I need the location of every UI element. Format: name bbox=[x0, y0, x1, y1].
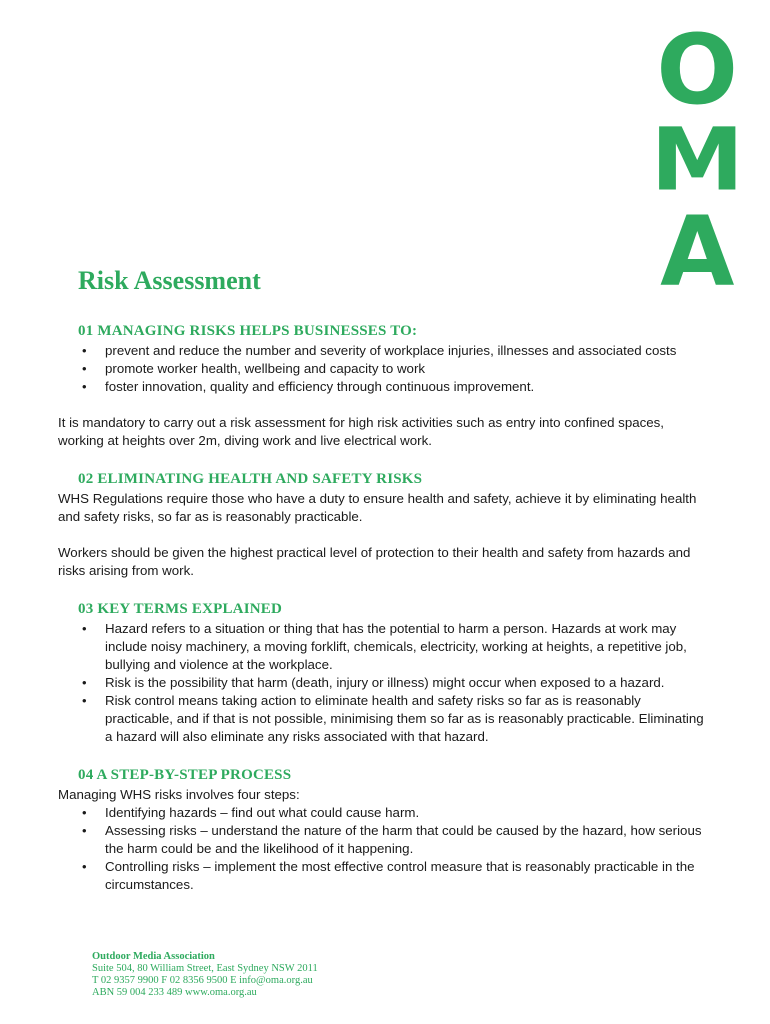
bullet-list bbox=[58, 342, 708, 396]
footer-abn: ABN 59 004 233 489 www.oma.org.au bbox=[92, 987, 257, 998]
section-heading: 04 A STEP-BY-STEP PROCESS bbox=[78, 767, 292, 783]
footer-address: Suite 504, 80 William Street, East Sydney NSW 2011 bbox=[92, 963, 318, 974]
footer-org-name: Outdoor Media Association bbox=[92, 951, 215, 962]
logo-letter-a: A bbox=[660, 196, 735, 308]
section-key-terms bbox=[58, 600, 708, 746]
footer bbox=[92, 951, 318, 999]
list-item: • Risk control means taking action to eliminate health and safety risks so far as is reasonably practicable, and if that is not possible, minimising them so far as is reasonably practicable. Eliminating a hazard will also eliminate any risks associated with that hazard. bbox=[58, 692, 708, 746]
paragraph: Workers should be given the highest practical level of protection to their health and safety from hazards and risks arising from work. bbox=[58, 545, 691, 578]
section-heading: 01 MANAGING RISKS HELPS BUSINESSES TO: bbox=[78, 323, 418, 339]
section-eliminating-risks bbox=[58, 470, 708, 580]
paragraph: It is mandatory to carry out a risk assessment for high risk activities such as entry into confined spaces, working at heights over 2m, diving work and live electrical work. bbox=[58, 415, 665, 448]
logo-letter-m: M bbox=[650, 110, 744, 211]
bullet-list bbox=[58, 804, 708, 894]
list-item: • Hazard refers to a situation or thing that has the potential to harm a person. Hazards at work may include noisy machinery, a moving forklift, chemicals, electricity, working at heights, a repetitive job, bullying and violence at the workplace. bbox=[58, 620, 708, 674]
section-heading: 02 ELIMINATING HEALTH AND SAFETY RISKS bbox=[78, 471, 423, 487]
footer-contact: T 02 9357 9900 F 02 8356 9500 E info@oma.org.au bbox=[92, 975, 313, 986]
section-heading: 03 KEY TERMS EXPLAINED bbox=[78, 601, 283, 617]
list-item: • prevent and reduce the number and severity of workplace injuries, illnesses and associated costs bbox=[58, 342, 708, 360]
list-item: • promote worker health, wellbeing and capacity to work bbox=[58, 360, 708, 378]
list-item: • foster innovation, quality and efficiency through continuous improvement. bbox=[58, 378, 708, 396]
bullet-list bbox=[58, 620, 708, 746]
paragraph: Managing WHS risks involves four steps: bbox=[58, 787, 300, 802]
document-body bbox=[58, 322, 708, 908]
list-item: • Identifying hazards – find out what could cause harm. bbox=[58, 804, 708, 822]
page-title: Risk Assessment bbox=[78, 266, 261, 295]
list-item: • Controlling risks – implement the most effective control measure that is reasonably practicable in the circumstances. bbox=[58, 858, 708, 894]
list-item: • Assessing risks – understand the nature of the harm that could be caused by the hazard, how serious the harm could be and the likelihood of it happening. bbox=[58, 822, 708, 858]
logo-letter-o: O bbox=[656, 14, 739, 126]
list-item: • Risk is the possibility that harm (death, injury or illness) might occur when exposed to a hazard. bbox=[58, 674, 708, 692]
paragraph: WHS Regulations require those who have a duty to ensure health and safety, achieve it by eliminating health and safety risks, so far as is reasonably practicable. bbox=[58, 491, 697, 524]
section-step-by-step bbox=[58, 766, 708, 894]
section-managing-risks bbox=[58, 322, 708, 450]
oma-logo bbox=[650, 14, 744, 308]
